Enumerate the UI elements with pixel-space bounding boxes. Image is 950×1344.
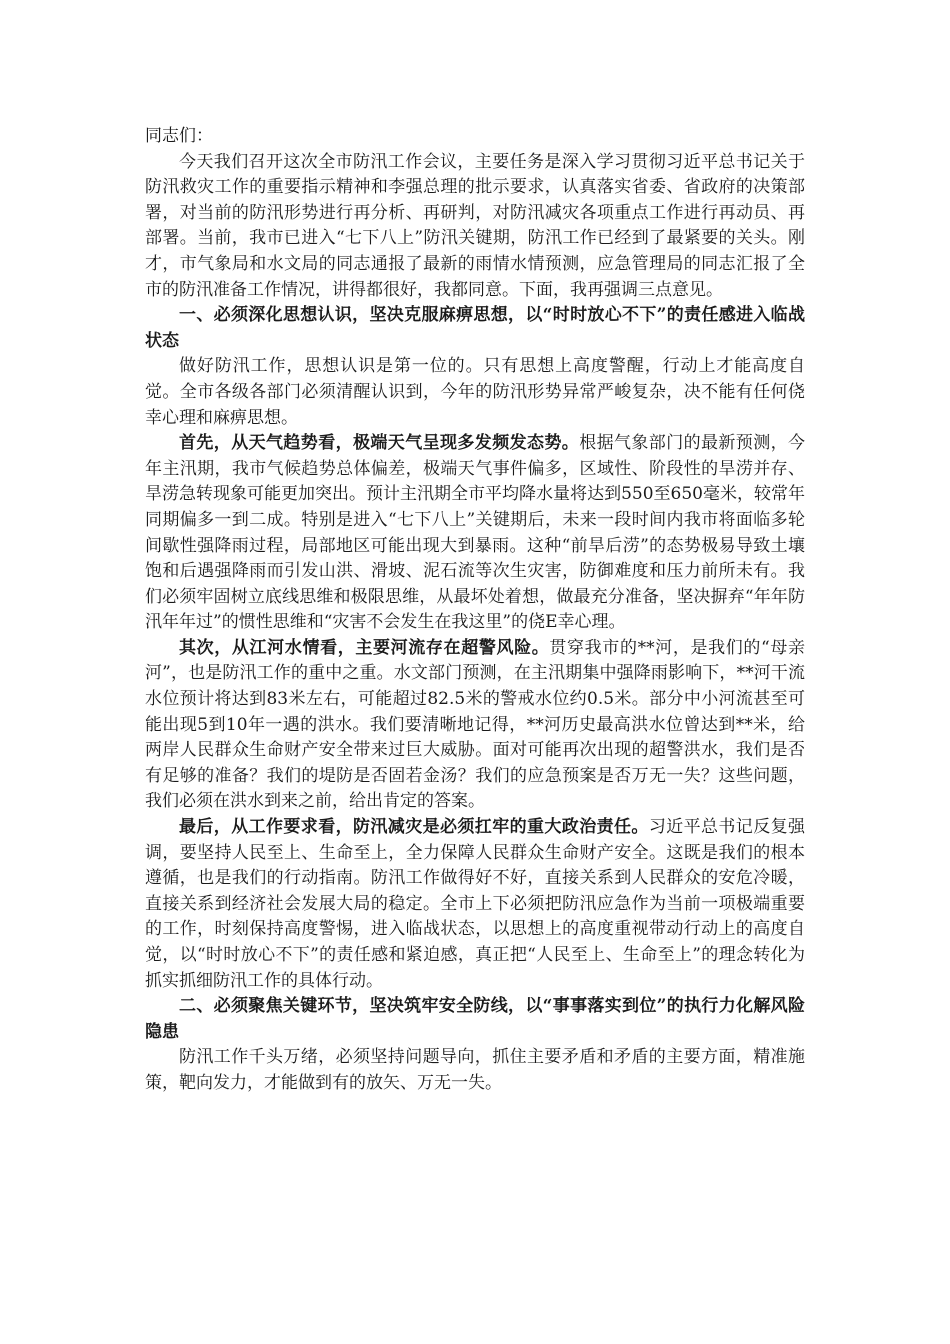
section-1-lead-paragraph: 做好防汛工作，思想认识是第一位的。只有思想上高度警醒，行动上才能高度自觉。全市各级各部门必须清醒认识到，今年的防汛形势异常严峻复杂，决不能有任何侥幸心理和麻痹思想。 xyxy=(145,356,805,428)
section-1-point-3 xyxy=(145,815,805,994)
point-1-bold-lead: 首先，从天气趋势看，极端天气呈现多发频发态势。 xyxy=(179,433,580,454)
point-3-text: 习近平总书记反复强调，要坚持人民至上、生命至上，全力保障人民群众生命财产安全。这既是我们的根本遵循，也是我们的行动指南。防汛工作做得好不好，直接关系到人民群众的安危冷暖，直接关系到经济社会发展大局的稳定。全市上下必须把防汛应急作为当前一项极端重要的工作，时刻保持高度警惕，进入临战状态，以思想上的高度重视带动行动上的高度自觉，以“时时放心不下”的责任感和紧迫感，真正把“人民至上、生命至上”的理念转化为抓实抓细防汛工作的具体行动。 xyxy=(145,817,806,991)
section-2-heading: 二、必须聚焦关键环节，坚决筑牢安全防线，以“事事落实到位”的执行力化解风险隐患 xyxy=(145,996,805,1042)
section-1-point-1 xyxy=(145,431,805,636)
section-2-lead-paragraph: 防汛工作千头万绪，必须坚持问题导向，抓住主要矛盾和矛盾的主要方面，精准施策，靶向发力，才能做到有的放矢、万无一失。 xyxy=(145,1047,805,1093)
point-2-text: 贯穿我市的**河，是我们的“母亲河”，也是防汛工作的重中之重。水文部门预测，在主汛期集中强降雨影响下，**河干流水位预计将达到83米左右，可能超过82.5米的警戒水位约0.5米。部分中小河流甚至可能出现5到10年一遇的洪水。我们要清晰地记得，**河历史最高洪水位曾达到**米，给两岸人民群众生命财产安全带来过巨大威胁。面对可能再次出现的超警洪水，我们是否有足够的准备？我们的堤防是否固若金汤？我们的应急预案是否万无一失？这些问题，我们必须在洪水到来之前，给出肯定的答案。 xyxy=(145,637,805,812)
salutation: 同志们： xyxy=(145,126,213,146)
section-1-heading: 一、必须深化思想认识，坚决克服麻痹思想，以“时时放心不下”的责任感进入临战状态 xyxy=(145,305,805,351)
point-3-bold-lead: 最后，从工作要求看，防汛减灾是必须扛牢的重大政治责任。 xyxy=(179,817,649,838)
point-2-bold-lead: 其次，从江河水情看，主要河流存在超警风险。 xyxy=(179,637,550,658)
point-1-text: 根据气象部门的最新预测，今年主汛期，我市气候趋势总体偏差，极端天气事件偏多，区域性、阶段性的旱涝并存、旱涝急转现象可能更加突出。预计主汛期全市平均降水量将达到550至650毫米，较常年同期偏多一到二成。特别是进入“七下八上”关键期后，未来一段时间内我市将面临多轮间歇性强降雨过程，局部地区可能出现大到暴雨。这种“前旱后涝”的态势极易导致土壤饱和后遇强降雨而引发山洪、滑坡、泥石流等次生灾害，防御难度和压力前所未有。我们必须牢固树立底线思维和极限思维，从最坏处着想，做最充分准备，坚决摒弃“年年防汛年年过”的惯性思维和“灾害不会发生在我这里”的侥E幸心理。 xyxy=(145,433,806,633)
document-page xyxy=(145,124,805,1097)
section-1-point-2 xyxy=(145,636,805,815)
intro-paragraph: 今天我们召开这次全市防汛工作会议，主要任务是深入学习贯彻习近平总书记关于防汛救灾工作的重要指示精神和李强总理的批示要求，认真落实省委、省政府的决策部署，对当前的防汛形势进行再分析、再研判，对防汛减灾各项重点工作进行再动员、再部署。当前，我市已进入“七下八上”防汛关键期，防汛工作已经到了最紧要的关头。刚才，市气象局和水文局的同志通报了最新的雨情水情预测，应急管理局的同志汇报了全市的防汛准备工作情况，讲得都很好，我都同意。下面，我再强调三点意见。 xyxy=(145,151,805,300)
